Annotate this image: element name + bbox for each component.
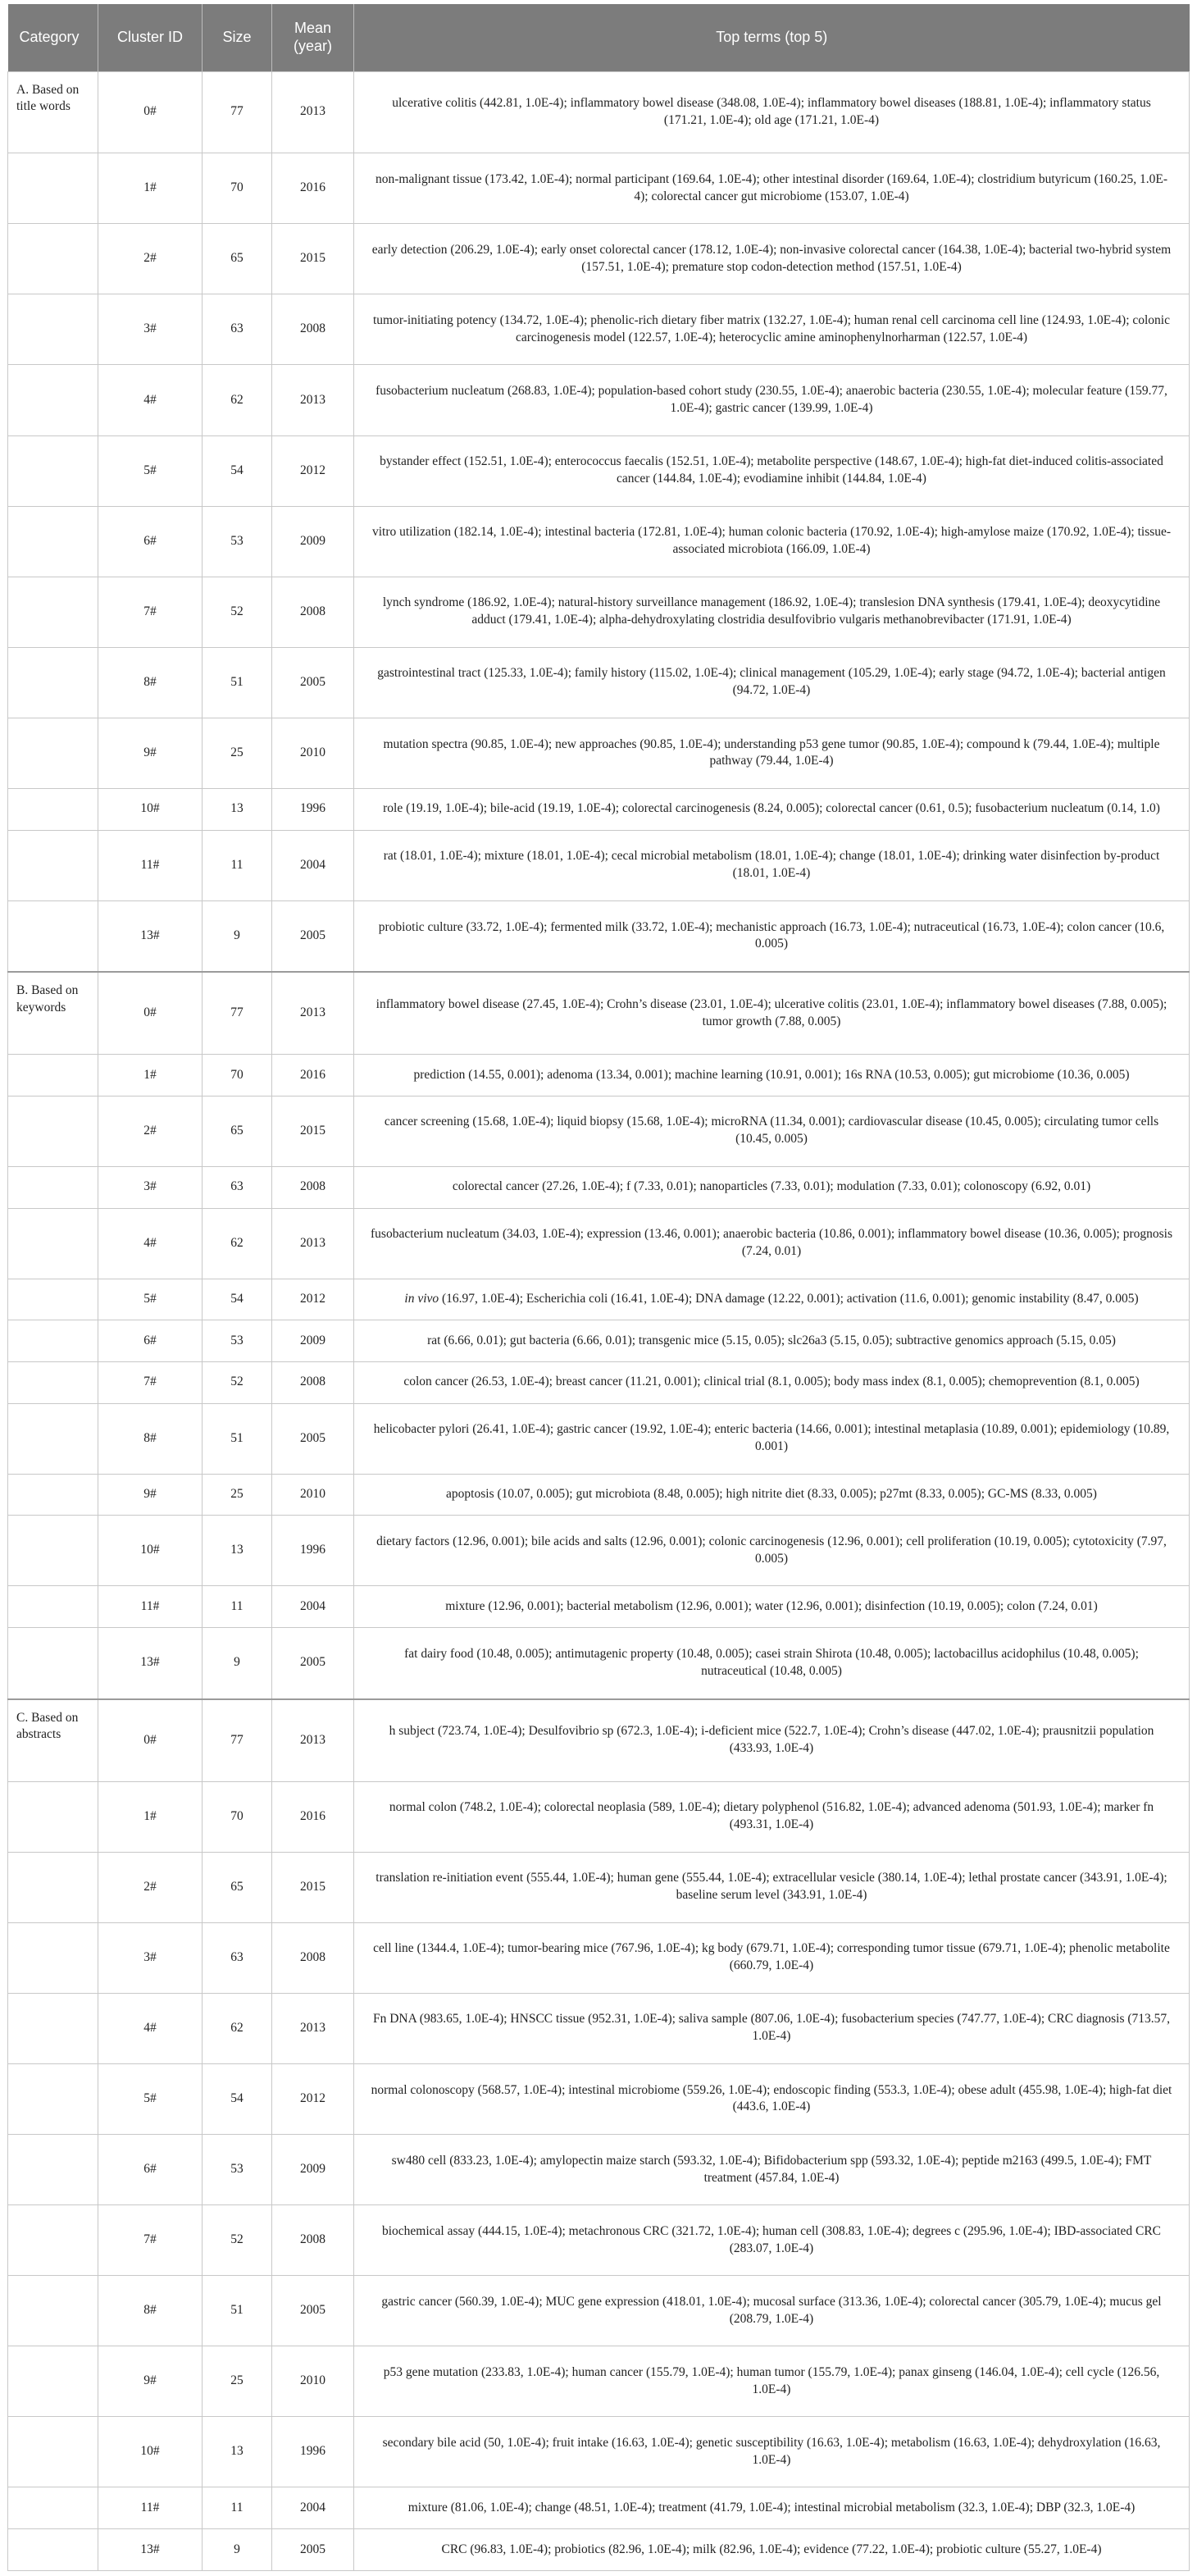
cluster-id-cell: 0# [98, 71, 203, 153]
table-row [8, 1208, 1190, 1279]
cluster-id-cell: 0# [98, 972, 203, 1054]
mean-year-cell: 2015 [272, 1096, 354, 1166]
category-cell [8, 2276, 98, 2346]
mean-year-cell: 2008 [272, 294, 354, 365]
category-cell [8, 2417, 98, 2487]
mean-year-cell: 2008 [272, 2205, 354, 2276]
size-cell: 65 [203, 1096, 272, 1166]
size-cell: 77 [203, 1699, 272, 1781]
category-cell [8, 900, 98, 972]
cluster-id-cell: 11# [98, 830, 203, 900]
size-cell: 53 [203, 1320, 272, 1362]
table-row [8, 2135, 1190, 2205]
size-cell: 65 [203, 224, 272, 294]
top-terms-cell: mixture (81.06, 1.0E-4); change (48.51, 1.0E-4); treatment (41.79, 1.0E-4); intestinal microbial metabolism (32.3, 1.0E-4); DBP (32.3, 1.0E-4) [354, 2487, 1190, 2529]
top-terms-cell: mutation spectra (90.85, 1.0E-4); new approaches (90.85, 1.0E-4); understanding p53 gene tumor (90.85, 1.0E-4); compound k (79.44, 1.0E-4); multiple pathway (79.44, 1.0E-4) [354, 718, 1190, 788]
cluster-id-cell: 0# [98, 1699, 203, 1781]
top-terms-cell: non-malignant tissue (173.42, 1.0E-4); normal participant (169.64, 1.0E-4); other intestinal disorder (169.64, 1.0E-4); clostridium butyricum (160.25, 1.0E-4); colorectal cancer gut microbiome (153.07, 1.0E-4) [354, 153, 1190, 224]
category-cell [8, 1166, 98, 1208]
cluster-id-cell: 5# [98, 435, 203, 506]
header-cluster-id: Cluster ID [98, 4, 203, 71]
cluster-id-cell: 10# [98, 788, 203, 830]
mean-year-cell: 2015 [272, 224, 354, 294]
table-row [8, 435, 1190, 506]
mean-year-cell: 2005 [272, 2529, 354, 2571]
mean-year-cell: 2005 [272, 2276, 354, 2346]
top-terms-cell: fusobacterium nucleatum (268.83, 1.0E-4); population-based cohort study (230.55, 1.0E-4); anaerobic bacteria (230.55, 1.0E-4); molecular feature (159.77, 1.0E-4); gastric cancer (139.99, 1.0E-4) [354, 365, 1190, 435]
category-cell [8, 1474, 98, 1516]
table-row [8, 1320, 1190, 1362]
top-terms-cell: cell line (1344.4, 1.0E-4); tumor-bearing mice (767.96, 1.0E-4); kg body (679.71, 1.0E-4); corresponding tumor tissue (679.71, 1.0E-4); phenolic metabolite (660.79, 1.0E-4) [354, 1922, 1190, 1993]
header-row [8, 4, 1190, 71]
size-cell: 62 [203, 365, 272, 435]
top-terms-cell: vitro utilization (182.14, 1.0E-4); intestinal bacteria (172.81, 1.0E-4); human colonic bacteria (170.92, 1.0E-4); high-amylose maize (170.92, 1.0E-4); tissue-associated microbiota (166.09, 1.0E-4) [354, 506, 1190, 577]
top-terms-cell: fat dairy food (10.48, 0.005); antimutagenic property (10.48, 0.005); casei strain Shirota (10.48, 0.005); lactobacillus acidophilus (10.48, 0.005); nutraceutical (10.48, 0.005) [354, 1628, 1190, 1699]
mean-year-cell: 2004 [272, 830, 354, 900]
table-row [8, 2205, 1190, 2276]
mean-year-cell: 2013 [272, 365, 354, 435]
mean-year-cell: 2009 [272, 1320, 354, 1362]
category-cell [8, 1403, 98, 1474]
cluster-id-cell: 7# [98, 2205, 203, 2276]
category-cell [8, 1516, 98, 1586]
top-terms-cell: Fn DNA (983.65, 1.0E-4); HNSCC tissue (952.31, 1.0E-4); saliva sample (807.06, 1.0E-4); fusobacterium species (747.77, 1.0E-4); CRC diagnosis (713.57, 1.0E-4) [354, 1993, 1190, 2063]
top-terms-cell: CRC (96.83, 1.0E-4); probiotics (82.96, 1.0E-4); milk (82.96, 1.0E-4); evidence (77.22, 1.0E-4); probiotic culture (55.27, 1.0E-4) [354, 2529, 1190, 2571]
top-terms-cell: mixture (12.96, 0.001); bacterial metabolism (12.96, 0.001); water (12.96, 0.001); disinfection (10.19, 0.005); colon (7.24, 0.01) [354, 1586, 1190, 1628]
cluster-id-cell: 7# [98, 1361, 203, 1403]
size-cell: 54 [203, 2063, 272, 2134]
cluster-id-cell: 3# [98, 294, 203, 365]
table-row [8, 2276, 1190, 2346]
mean-year-cell: 2016 [272, 1781, 354, 1852]
category-cell [8, 2346, 98, 2417]
cluster-id-cell: 6# [98, 506, 203, 577]
mean-year-cell: 2008 [272, 1922, 354, 1993]
category-cell [8, 435, 98, 506]
mean-year-cell: 2008 [272, 577, 354, 647]
cluster-id-cell: 10# [98, 2417, 203, 2487]
size-cell: 77 [203, 972, 272, 1054]
size-cell: 9 [203, 1628, 272, 1699]
table-row [8, 224, 1190, 294]
category-cell [8, 1781, 98, 1852]
size-cell: 54 [203, 435, 272, 506]
category-cell [8, 1279, 98, 1320]
table-row [8, 2487, 1190, 2529]
mean-year-cell: 2012 [272, 435, 354, 506]
size-cell: 70 [203, 1055, 272, 1097]
table-row [8, 577, 1190, 647]
category-cell [8, 294, 98, 365]
mean-year-cell: 2013 [272, 1993, 354, 2063]
cluster-id-cell: 8# [98, 1403, 203, 1474]
size-cell: 11 [203, 2487, 272, 2529]
category-cell [8, 647, 98, 718]
mean-year-cell: 2005 [272, 647, 354, 718]
size-cell: 70 [203, 1781, 272, 1852]
mean-year-cell: 2005 [272, 1403, 354, 1474]
category-cell [8, 2135, 98, 2205]
top-terms-cell: early detection (206.29, 1.0E-4); early onset colorectal cancer (178.12, 1.0E-4); non-invasive colorectal cancer (164.38, 1.0E-4); bacterial two-hybrid system (157.51, 1.0E-4); premature stop codon-detection method (157.51, 1.0E-4) [354, 224, 1190, 294]
top-terms-cell: translation re-initiation event (555.44, 1.0E-4); human gene (555.44, 1.0E-4); extracellular vesicle (380.14, 1.0E-4); lethal prostate cancer (343.91, 1.0E-4); baseline serum level (343.91, 1.0E-4) [354, 1852, 1190, 1922]
size-cell: 65 [203, 1852, 272, 1922]
category-cell [8, 1852, 98, 1922]
category-cell [8, 830, 98, 900]
mean-year-cell: 2015 [272, 1852, 354, 1922]
category-cell [8, 1320, 98, 1362]
top-terms-cell: normal colonoscopy (568.57, 1.0E-4); intestinal microbiome (559.26, 1.0E-4); endoscopic finding (553.3, 1.0E-4); obese adult (455.98, 1.0E-4); high-fat diet (443.6, 1.0E-4) [354, 2063, 1190, 2134]
cluster-id-cell: 11# [98, 1586, 203, 1628]
top-terms-cell: p53 gene mutation (233.83, 1.0E-4); human cancer (155.79, 1.0E-4); human tumor (155.79, 1.0E-4); panax ginseng (146.04, 1.0E-4); cell cycle (126.56, 1.0E-4) [354, 2346, 1190, 2417]
table-row [8, 1361, 1190, 1403]
table-row [8, 2529, 1190, 2571]
mean-year-cell: 2005 [272, 900, 354, 972]
mean-year-cell: 2008 [272, 1166, 354, 1208]
table-row [8, 2346, 1190, 2417]
category-cell [8, 506, 98, 577]
cluster-id-cell: 4# [98, 365, 203, 435]
size-cell: 62 [203, 1993, 272, 2063]
top-terms-cell: apoptosis (10.07, 0.005); gut microbiota (8.48, 0.005); high nitrite diet (8.33, 0.005); p27mt (8.33, 0.005); GC-MS (8.33, 0.005) [354, 1474, 1190, 1516]
header-size: Size [203, 4, 272, 71]
size-cell: 54 [203, 1279, 272, 1320]
mean-year-cell: 2012 [272, 2063, 354, 2134]
cluster-id-cell: 6# [98, 1320, 203, 1362]
mean-year-cell: 1996 [272, 1516, 354, 1586]
top-terms-cell: fusobacterium nucleatum (34.03, 1.0E-4); expression (13.46, 0.001); anaerobic bacteria (10.86, 0.001); inflammatory bowel disease (10.36, 0.005); prognosis (7.24, 0.01) [354, 1208, 1190, 1279]
top-terms-cell: secondary bile acid (50, 1.0E-4); fruit intake (16.63, 1.0E-4); genetic susceptibility (16.63, 1.0E-4); metabolism (16.63, 1.0E-4); dehydroxylation (16.63, 1.0E-4) [354, 2417, 1190, 2487]
cluster-id-cell: 11# [98, 2487, 203, 2529]
size-cell: 25 [203, 2346, 272, 2417]
top-terms-cell: sw480 cell (833.23, 1.0E-4); amylopectin maize starch (593.32, 1.0E-4); Bifidobacterium spp (593.32, 1.0E-4); peptide m2163 (499.5, 1.0E-4); FMT treatment (457.84, 1.0E-4) [354, 2135, 1190, 2205]
table-row [8, 2063, 1190, 2134]
cluster-id-cell: 13# [98, 900, 203, 972]
category-cell [8, 2205, 98, 2276]
table-row [8, 71, 1190, 153]
size-cell: 13 [203, 1516, 272, 1586]
mean-year-cell: 1996 [272, 2417, 354, 2487]
category-label: B. Based on keywords [8, 972, 98, 1054]
size-cell: 51 [203, 647, 272, 718]
size-cell: 9 [203, 900, 272, 972]
top-terms-cell: rat (18.01, 1.0E-4); mixture (18.01, 1.0E-4); cecal microbial metabolism (18.01, 1.0E-4); change (18.01, 1.0E-4); drinking water disinfection by-product (18.01, 1.0E-4) [354, 830, 1190, 900]
category-label: C. Based on abstracts [8, 1699, 98, 1781]
table-row [8, 718, 1190, 788]
category-cell [8, 1628, 98, 1699]
cluster-id-cell: 5# [98, 2063, 203, 2134]
cluster-id-cell: 13# [98, 2529, 203, 2571]
cluster-id-cell: 8# [98, 647, 203, 718]
term-list: (16.97, 1.0E-4); Escherichia coli (16.41, 1.0E-4); DNA damage (12.22, 0.001); activation (11.6, 0.001); genomic instability (8.47, 0.005) [439, 1292, 1139, 1306]
mean-year-cell: 2013 [272, 972, 354, 1054]
top-terms-cell: cancer screening (15.68, 1.0E-4); liquid biopsy (15.68, 1.0E-4); microRNA (11.34, 0.001); cardiovascular disease (10.45, 0.005); circulating tumor cells (10.45, 0.005) [354, 1096, 1190, 1166]
top-terms-cell: role (19.19, 1.0E-4); bile-acid (19.19, 1.0E-4); colorectal carcinogenesis (8.24, 0.005); colorectal cancer (0.61, 0.5); fusobacterium nucleatum (0.14, 1.0) [354, 788, 1190, 830]
cluster-id-cell: 1# [98, 1781, 203, 1852]
category-cell [8, 2487, 98, 2529]
table-row [8, 900, 1190, 972]
cluster-id-cell: 9# [98, 1474, 203, 1516]
cluster-id-cell: 1# [98, 1055, 203, 1097]
table-row [8, 1993, 1190, 2063]
top-terms-cell: probiotic culture (33.72, 1.0E-4); fermented milk (33.72, 1.0E-4); mechanistic approach (16.73, 1.0E-4); nutraceutical (16.73, 1.0E-4); colon cancer (10.6, 0.005) [354, 900, 1190, 972]
category-cell [8, 1208, 98, 1279]
category-cell [8, 577, 98, 647]
top-terms-cell: normal colon (748.2, 1.0E-4); colorectal neoplasia (589, 1.0E-4); dietary polyphenol (516.82, 1.0E-4); advanced adenoma (501.93, 1.0E-4); marker fn (493.31, 1.0E-4) [354, 1781, 1190, 1852]
size-cell: 25 [203, 1474, 272, 1516]
table-row [8, 1055, 1190, 1097]
table-row [8, 1586, 1190, 1628]
cluster-id-cell: 4# [98, 1208, 203, 1279]
mean-year-cell: 2010 [272, 1474, 354, 1516]
top-terms-cell: dietary factors (12.96, 0.001); bile acids and salts (12.96, 0.001); colonic carcinogenesis (12.96, 0.001); cell proliferation (10.19, 0.005); cytotoxicity (7.97, 0.005) [354, 1516, 1190, 1586]
header-category: Category [8, 4, 98, 71]
table-row [8, 1166, 1190, 1208]
cluster-id-cell: 4# [98, 1993, 203, 2063]
table-row [8, 294, 1190, 365]
size-cell: 51 [203, 1403, 272, 1474]
category-cell [8, 1055, 98, 1097]
cluster-id-cell: 5# [98, 1279, 203, 1320]
table-row [8, 2417, 1190, 2487]
size-cell: 25 [203, 718, 272, 788]
size-cell: 52 [203, 1361, 272, 1403]
table-row [8, 830, 1190, 900]
cluster-id-cell: 2# [98, 1852, 203, 1922]
category-cell [8, 153, 98, 224]
size-cell: 53 [203, 2135, 272, 2205]
mean-year-cell: 2005 [272, 1628, 354, 1699]
table-row [8, 153, 1190, 224]
table-row [8, 1516, 1190, 1586]
size-cell: 11 [203, 830, 272, 900]
mean-year-cell: 2010 [272, 718, 354, 788]
category-cell [8, 2529, 98, 2571]
category-cell [8, 365, 98, 435]
table-row [8, 1852, 1190, 1922]
size-cell: 63 [203, 1166, 272, 1208]
size-cell: 52 [203, 577, 272, 647]
category-label: A. Based on title words [8, 71, 98, 153]
category-cell [8, 1096, 98, 1166]
cluster-id-cell: 3# [98, 1922, 203, 1993]
top-terms-cell: colon cancer (26.53, 1.0E-4); breast cancer (11.21, 0.001); clinical trial (8.1, 0.005); body mass index (8.1, 0.005); chemoprevention (8.1, 0.005) [354, 1361, 1190, 1403]
top-terms-cell: rat (6.66, 0.01); gut bacteria (6.66, 0.01); transgenic mice (5.15, 0.05); slc26a3 (5.15, 0.05); subtractive genomics approach (5.15, 0.05) [354, 1320, 1190, 1362]
mean-year-cell: 2009 [272, 506, 354, 577]
table-row [8, 1403, 1190, 1474]
table-row [8, 972, 1190, 1054]
category-cell [8, 2063, 98, 2134]
size-cell: 52 [203, 2205, 272, 2276]
top-terms-cell: bystander effect (152.51, 1.0E-4); enterococcus faecalis (152.51, 1.0E-4); metabolite perspective (148.67, 1.0E-4); high-fat diet-induced colitis-associated cancer (144.84, 1.0E-4); evodiamine inhibit (144.84, 1.0E-4) [354, 435, 1190, 506]
top-terms-cell: h subject (723.74, 1.0E-4); Desulfovibrio sp (672.3, 1.0E-4); i-deficient mice (522.7, 1.0E-4); Crohn’s disease (447.02, 1.0E-4); prausnitzii population (433.93, 1.0E-4) [354, 1699, 1190, 1781]
mean-year-cell: 2012 [272, 1279, 354, 1320]
category-cell [8, 224, 98, 294]
size-cell: 62 [203, 1208, 272, 1279]
cluster-table [7, 4, 1190, 2571]
cluster-id-cell: 2# [98, 224, 203, 294]
table-row [8, 365, 1190, 435]
table-row [8, 1781, 1190, 1852]
table-row [8, 788, 1190, 830]
table-row [8, 1628, 1190, 1699]
size-cell: 11 [203, 1586, 272, 1628]
cluster-id-cell: 10# [98, 1516, 203, 1586]
size-cell: 63 [203, 294, 272, 365]
category-cell [8, 718, 98, 788]
top-terms-cell [354, 1279, 1190, 1320]
cluster-id-cell: 1# [98, 153, 203, 224]
cluster-id-cell: 6# [98, 2135, 203, 2205]
header-top-terms: Top terms (top 5) [354, 4, 1190, 71]
top-terms-cell: prediction (14.55, 0.001); adenoma (13.34, 0.001); machine learning (10.91, 0.001); 16s RNA (10.53, 0.005); gut microbiome (10.36, 0.005) [354, 1055, 1190, 1097]
cluster-id-cell: 8# [98, 2276, 203, 2346]
size-cell: 53 [203, 506, 272, 577]
size-cell: 13 [203, 2417, 272, 2487]
table-row [8, 506, 1190, 577]
category-cell [8, 1361, 98, 1403]
size-cell: 9 [203, 2529, 272, 2571]
mean-year-cell: 2004 [272, 2487, 354, 2529]
size-cell: 51 [203, 2276, 272, 2346]
header-mean-year: Mean (year) [272, 4, 354, 71]
table-row [8, 1096, 1190, 1166]
table-row [8, 1279, 1190, 1320]
size-cell: 70 [203, 153, 272, 224]
category-cell [8, 1922, 98, 1993]
mean-year-cell: 2013 [272, 1699, 354, 1781]
cluster-id-cell: 9# [98, 2346, 203, 2417]
mean-year-cell: 2016 [272, 153, 354, 224]
top-terms-cell: gastrointestinal tract (125.33, 1.0E-4); family history (115.02, 1.0E-4); clinical management (105.29, 1.0E-4); early stage (94.72, 1.0E-4); bacterial antigen (94.72, 1.0E-4) [354, 647, 1190, 718]
cluster-id-cell: 7# [98, 577, 203, 647]
mean-year-cell: 1996 [272, 788, 354, 830]
size-cell: 63 [203, 1922, 272, 1993]
table-row [8, 1922, 1190, 1993]
top-terms-cell: helicobacter pylori (26.41, 1.0E-4); gastric cancer (19.92, 1.0E-4); enteric bacteria (14.66, 0.001); intestinal metaplasia (10.89, 0.001); epidemiology (10.89, 0.001) [354, 1403, 1190, 1474]
category-cell [8, 788, 98, 830]
cluster-id-cell: 13# [98, 1628, 203, 1699]
mean-year-cell: 2010 [272, 2346, 354, 2417]
mean-year-cell: 2013 [272, 1208, 354, 1279]
cluster-id-cell: 3# [98, 1166, 203, 1208]
mean-year-cell: 2009 [272, 2135, 354, 2205]
cluster-id-cell: 9# [98, 718, 203, 788]
mean-year-cell: 2004 [272, 1586, 354, 1628]
mean-year-cell: 2013 [272, 71, 354, 153]
table-row [8, 1699, 1190, 1781]
top-terms-cell: biochemical assay (444.15, 1.0E-4); metachronous CRC (321.72, 1.0E-4); human cell (308.83, 1.0E-4); degrees c (295.96, 1.0E-4); IBD-associated CRC (283.07, 1.0E-4) [354, 2205, 1190, 2276]
cluster-id-cell: 2# [98, 1096, 203, 1166]
table-row [8, 647, 1190, 718]
mean-year-cell: 2008 [272, 1361, 354, 1403]
top-terms-cell: tumor-initiating potency (134.72, 1.0E-4); phenolic-rich dietary fiber matrix (132.27, 1.0E-4); human renal cell carcinoma cell line (124.93, 1.0E-4); colonic carcinogenesis model (122.57, 1.0E-4); heterocyclic amine aminophenylnorharman (122.57, 1.0E-4) [354, 294, 1190, 365]
top-terms-cell: gastric cancer (560.39, 1.0E-4); MUC gene expression (418.01, 1.0E-4); mucosal surface (313.36, 1.0E-4); colorectal cancer (305.79, 1.0E-4); mucus gel (208.79, 1.0E-4) [354, 2276, 1190, 2346]
italic-term: in vivo [404, 1292, 439, 1306]
mean-year-cell: 2016 [272, 1055, 354, 1097]
table-row [8, 1474, 1190, 1516]
size-cell: 13 [203, 788, 272, 830]
top-terms-cell: ulcerative colitis (442.81, 1.0E-4); inflammatory bowel disease (348.08, 1.0E-4); inflammatory bowel diseases (188.81, 1.0E-4); inflammatory status (171.21, 1.0E-4); old age (171.21, 1.0E-4) [354, 71, 1190, 153]
top-terms-cell: inflammatory bowel disease (27.45, 1.0E-4); Crohn’s disease (23.01, 1.0E-4); ulcerative colitis (23.01, 1.0E-4); inflammatory bowel diseases (7.88, 0.005); tumor growth (7.88, 0.005) [354, 972, 1190, 1054]
size-cell: 77 [203, 71, 272, 153]
top-terms-cell: lynch syndrome (186.92, 1.0E-4); natural-history surveillance management (186.92, 1.0E-4); translesion DNA synthesis (179.41, 1.0E-4); deoxycytidine adduct (179.41, 1.0E-4); alpha-dehydroxylating clostridia desulfovibrio vulgaris methanobrevibacter (171.91, 1.0E-4) [354, 577, 1190, 647]
category-cell [8, 1586, 98, 1628]
top-terms-cell: colorectal cancer (27.26, 1.0E-4); f (7.33, 0.01); nanoparticles (7.33, 0.01); modulation (7.33, 0.01); colonoscopy (6.92, 0.01) [354, 1166, 1190, 1208]
category-cell [8, 1993, 98, 2063]
